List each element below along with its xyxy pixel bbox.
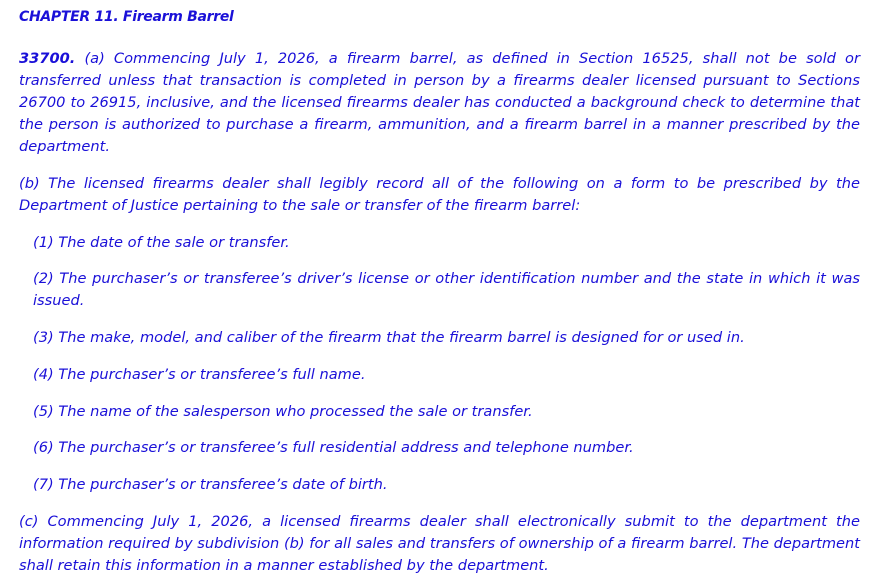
subdivision-b-paragraph: (b) The licensed firearms dealer shall legibly record all of the following on a form to be prescribed by the Department of Justice pertaining to the sale or transfer of the firearm barrel: — [19, 175, 860, 214]
list-item: (2) The purchaser’s or transferee’s driver’s license or other identification number and the state in which it was issued. — [33, 270, 860, 309]
list-item: (3) The make, model, and caliber of the firearm that the firearm barrel is designed for or used in. — [33, 329, 745, 346]
list-item: (5) The name of the salesperson who processed the sale or transfer. — [33, 403, 533, 420]
list-item: (7) The purchaser’s or transferee’s date of birth. — [33, 476, 388, 493]
list-item: (6) The purchaser’s or transferee’s full residential address and telephone number. — [33, 439, 634, 456]
section-number: 33700. — [19, 50, 76, 67]
subdivision-a-text: (a) Commencing July 1, 2026, a firearm barrel, as defined in Section 16525, shall not be sold or transferred unless that transaction is completed in person by a firearms dealer licensed pursuant to Sections 26700 to 26915, inclusive, and the licensed firearms dealer has conducted a background check to determine that the person is authorized to purchase a firearm, ammunition, and a firearm barrel in a manner prescribed by the department. — [19, 50, 860, 155]
list-item: (1) The date of the sale or transfer. — [33, 234, 290, 251]
subdivision-a-paragraph — [19, 48, 860, 158]
subdivision-c-paragraph: (c) Commencing July 1, 2026, a licensed firearms dealer shall electronically submit to the department the information required by subdivision (b) for all sales and transfers of ownership of a firearm barrel. The department shall retain this information in a manner established by the department. — [19, 513, 860, 574]
list-item: (4) The purchaser’s or transferee’s full name. — [33, 366, 366, 383]
chapter-heading: CHAPTER 11. Firearm Barrel — [19, 9, 234, 25]
